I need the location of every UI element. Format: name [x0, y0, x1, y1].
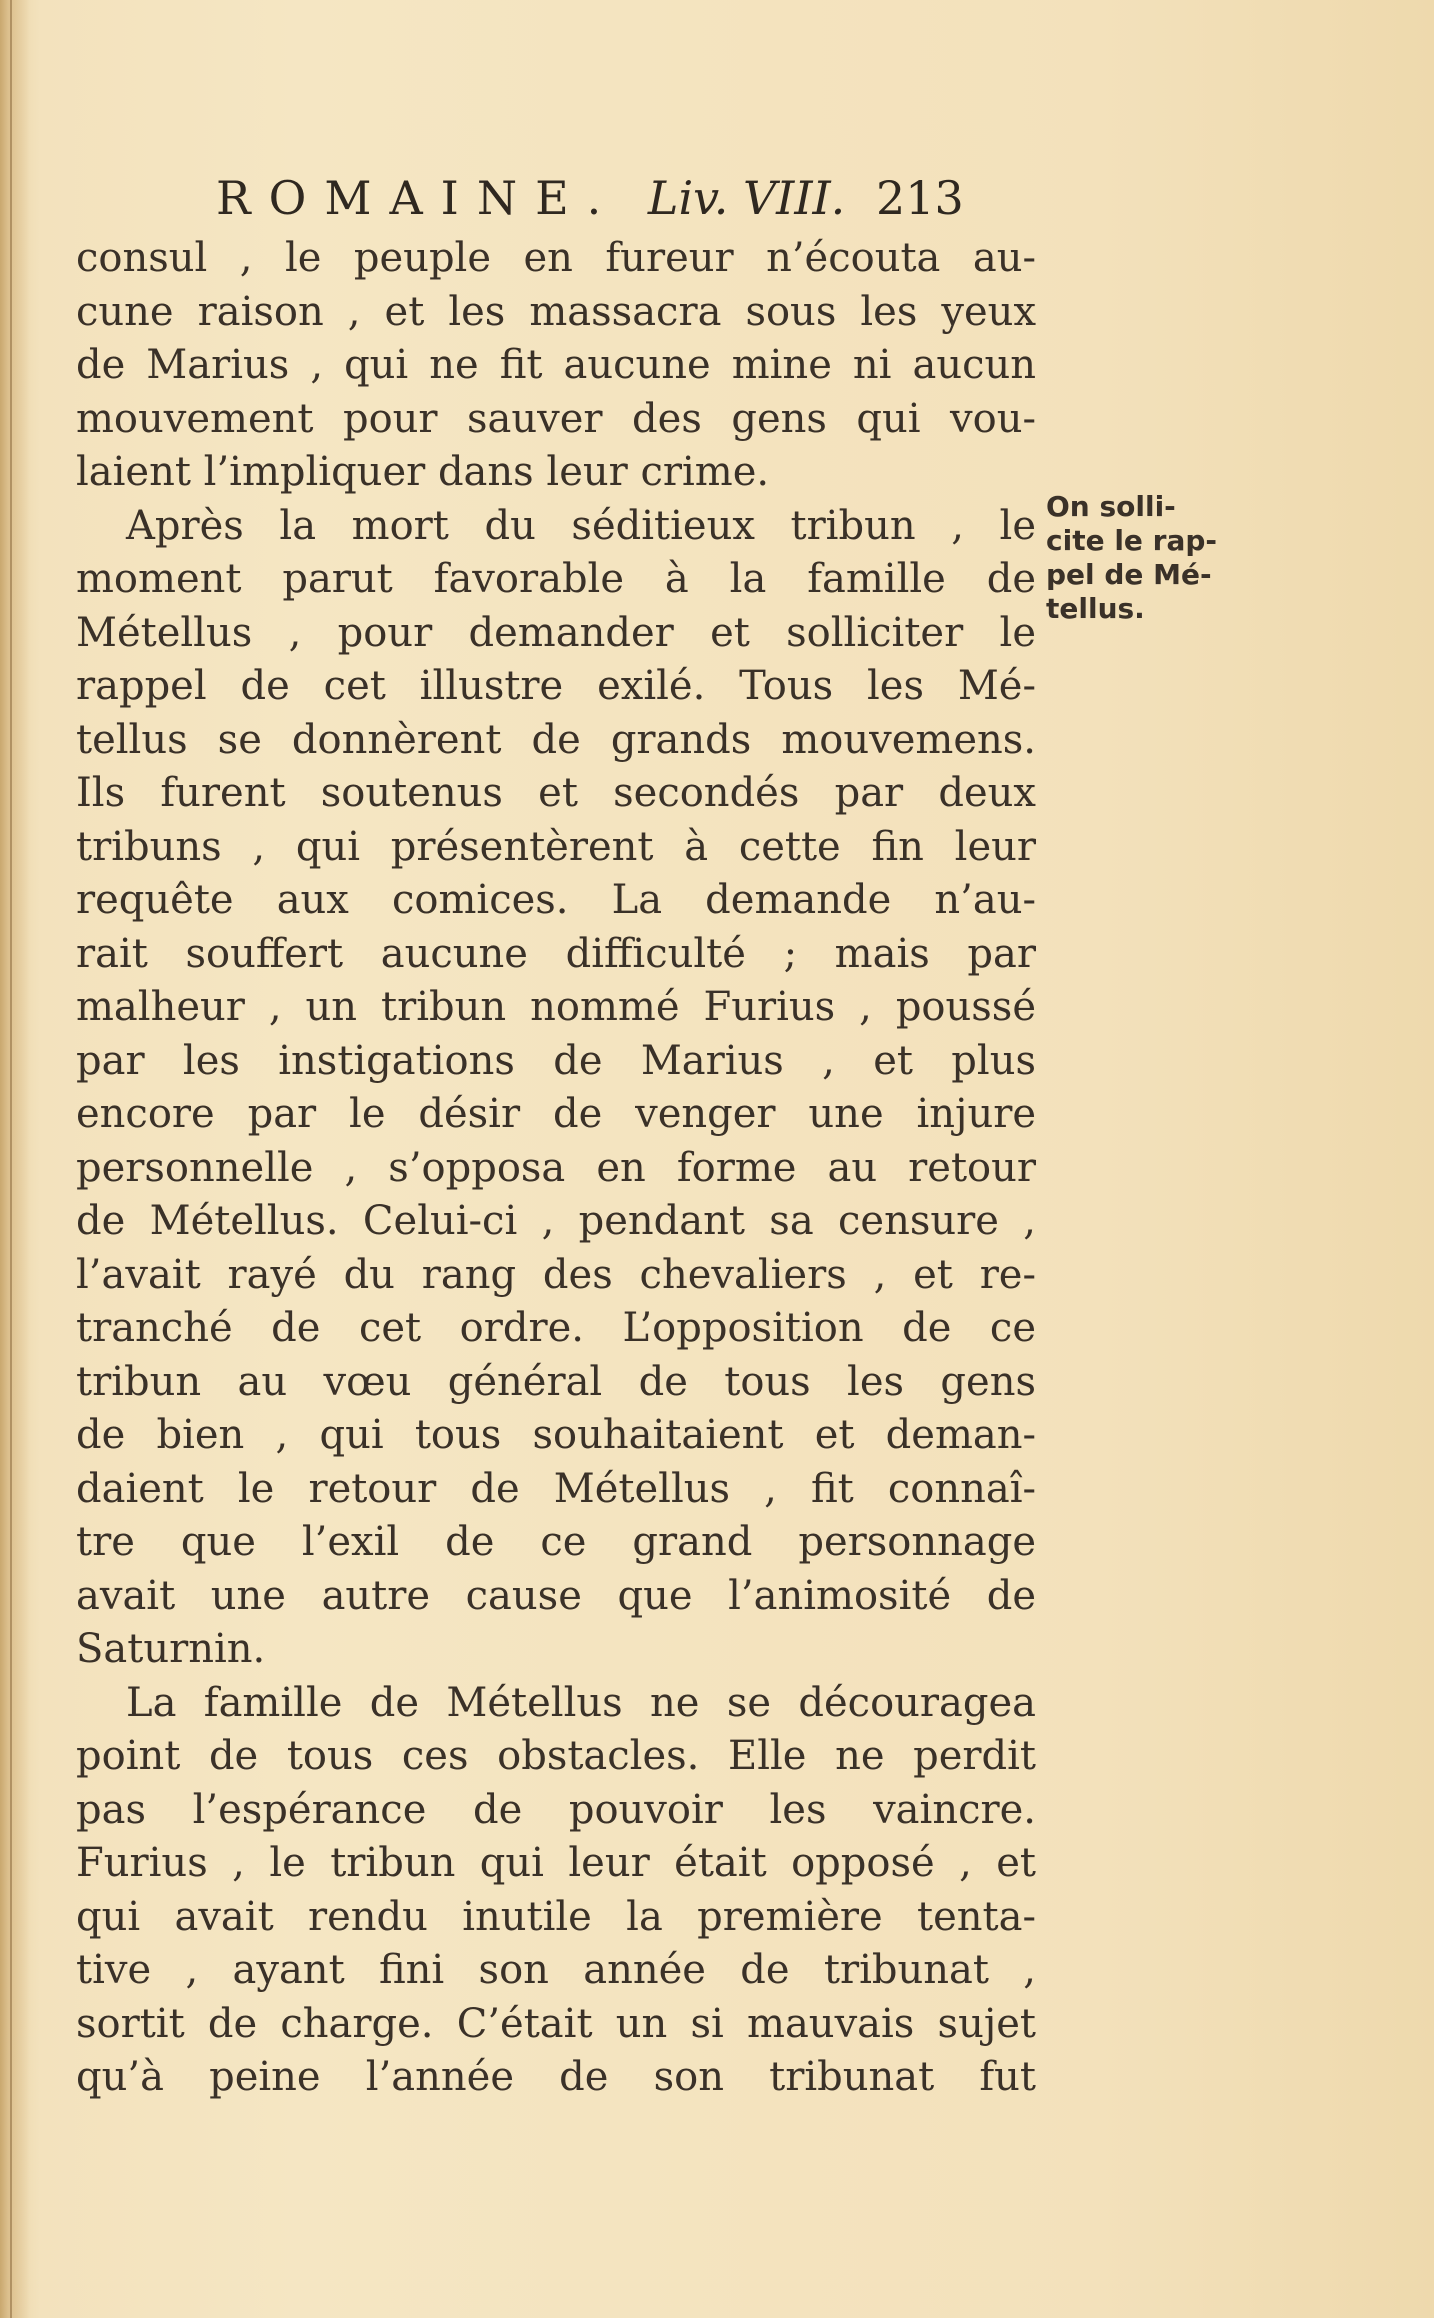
text-line: par les instigations de Marius , et plus: [76, 1037, 1036, 1084]
text-line: Ils furent soutenus et secondés par deux: [76, 770, 1036, 816]
running-head: ROMAINE.: [216, 171, 620, 225]
text-line: tive , ayant fini son année de tribunat ,: [76, 1947, 1036, 1993]
text-line: de Métellus. Celui-ci , pendant sa censure ,: [76, 1198, 1036, 1244]
margin-note-line: pel de Mé-: [1046, 558, 1212, 591]
book-reference: Liv. VIII.: [647, 171, 846, 225]
text-line: tribuns , qui présentèrent à cette fin leur: [76, 823, 1036, 870]
text-line: requête aux comices. La demande n’au-: [76, 877, 1036, 923]
text-line: malheur , un tribun nommé Furius , poussé: [76, 984, 1036, 1030]
text-line: consul , le peuple en fureur n’écouta au-: [76, 235, 1036, 281]
text-line: l’avait rayé du rang des chevaliers , et re-: [76, 1251, 1036, 1298]
text-line: rait souffert aucune difficulté ; mais par: [76, 930, 1036, 977]
margin-note-line: On solli-: [1046, 490, 1176, 523]
text-line: sortit de charge. C’était un si mauvais sujet: [76, 2000, 1036, 2047]
text-line: de Marius , qui ne fit aucune mine ni aucun: [76, 342, 1036, 388]
page-number: 213: [875, 171, 964, 225]
margin-note-line: cite le rap-: [1046, 524, 1218, 557]
text-line: tribun au vœu général de tous les gens: [76, 1358, 1036, 1405]
text-line: cune raison , et les massacra sous les yeux: [76, 288, 1036, 335]
text-line: Furius , le tribun qui leur était opposé , et: [76, 1840, 1036, 1886]
spine-edge: [10, 0, 12, 2318]
text-line: tranché de cet ordre. L’opposition de ce: [76, 1305, 1036, 1351]
text-line: tre que l’exil de ce grand personnage: [76, 1519, 1036, 1565]
text-line: tellus se donnèrent de grands mouvemens.: [76, 716, 1036, 763]
body-text: [76, 232, 1036, 2105]
margin-note: [1046, 490, 1246, 626]
text-line: Métellus , pour demander et solliciter le: [76, 609, 1036, 656]
text-line: qu’à peine l’année de son tribunat fut: [76, 2054, 1036, 2100]
text-line: laient l’impliquer dans leur crime.: [76, 449, 770, 495]
text-line: point de tous ces obstacles. Elle ne perdit: [76, 1733, 1036, 1779]
spine-shadow: [0, 0, 30, 2318]
text-line: de bien , qui tous souhaitaient et deman-: [76, 1412, 1036, 1458]
text-line: avait une autre cause que l’animosité de: [76, 1572, 1036, 1619]
text-line: La famille de Métellus ne se découragea: [126, 1679, 1036, 1726]
text-line: qui avait rendu inutile la première tenta-: [76, 1893, 1036, 1940]
page-header: [216, 168, 1076, 228]
text-line: daient le retour de Métellus , fit connaî-: [76, 1465, 1036, 1512]
text-line: mouvement pour sauver des gens qui vou-: [76, 395, 1036, 442]
text-line: Saturnin.: [76, 1626, 266, 1672]
text-line: pas l’espérance de pouvoir les vaincre.: [76, 1786, 1036, 1833]
text-line: rappel de cet illustre exilé. Tous les Mé-: [76, 663, 1036, 709]
text-line: moment parut favorable à la famille de: [76, 556, 1036, 602]
text-line: personnelle , s’opposa en forme au retour: [76, 1144, 1036, 1191]
text-line: Après la mort du séditieux tribun , le: [126, 502, 1036, 549]
margin-note-line: tellus.: [1046, 592, 1145, 625]
text-line: encore par le désir de venger une injure: [76, 1091, 1036, 1137]
